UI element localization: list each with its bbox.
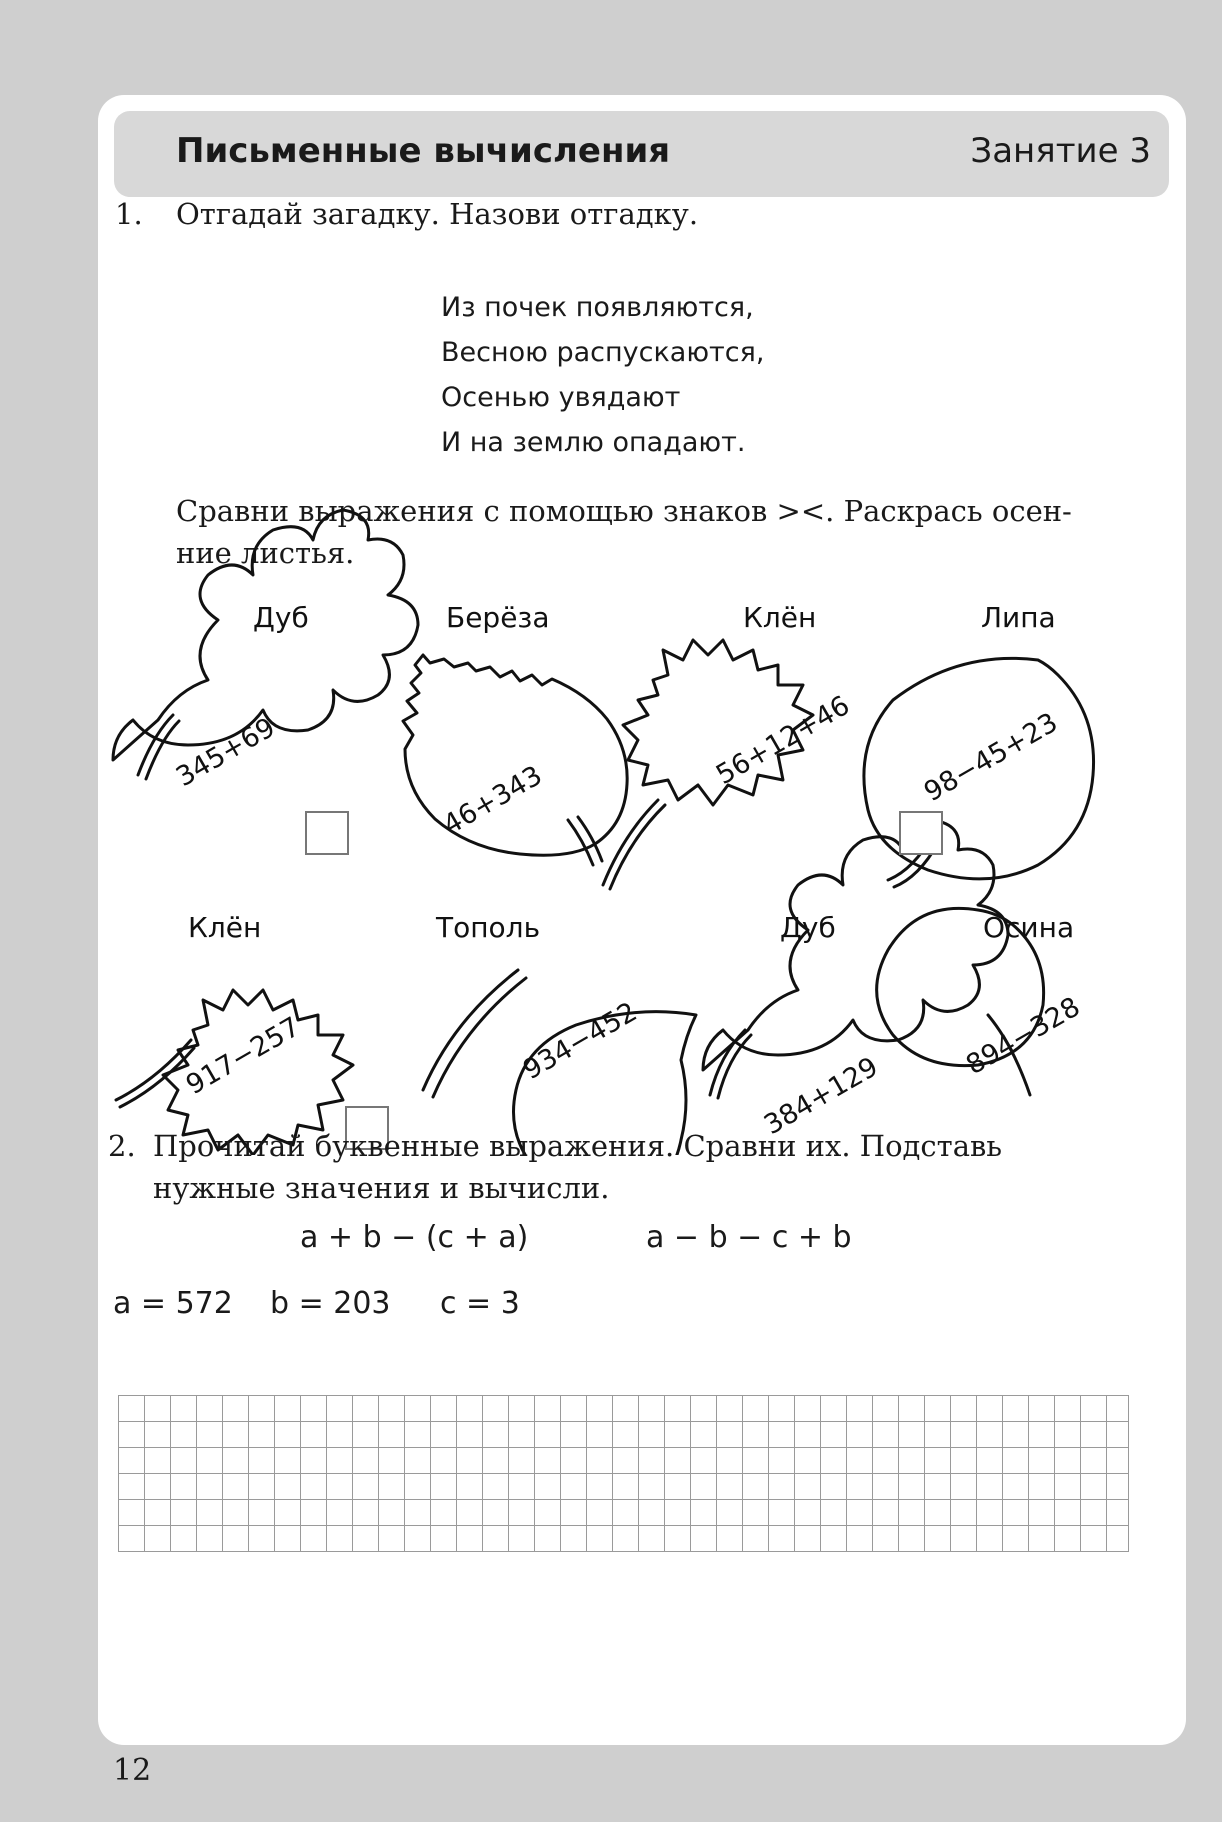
leaf-name-8: Осина: [983, 911, 1075, 944]
leaf-expression-4: 98−45+23: [919, 707, 1063, 809]
leaf-name-3: Клён: [743, 601, 817, 634]
leaf-name-6: Тополь: [436, 911, 541, 944]
leaf-name-4: Липа: [981, 601, 1056, 634]
task2-number: 2.: [108, 1129, 136, 1163]
value-a: a = 572: [113, 1286, 233, 1321]
leaf-expression-6: 934−452: [518, 996, 643, 1087]
expression-2: a − b − c + b: [646, 1220, 852, 1255]
lesson-label: Занятие 3: [970, 131, 1151, 171]
expression-1: a + b − (c + a): [300, 1220, 529, 1255]
poem-line: И на землю опадают.: [441, 427, 746, 458]
answer-box[interactable]: [900, 812, 942, 854]
leaf-name-1: Дуб: [253, 601, 309, 634]
leaf-name-5: Клён: [188, 911, 262, 944]
task2-instruction-line: Прочитай буквенные выражения. Сравни их. Подставь: [153, 1129, 1003, 1163]
task1-instruction: Отгадай загадку. Назови отгадку.: [176, 197, 699, 231]
leaf-expression-8: 894−328: [961, 991, 1086, 1082]
leaf-expression-3: 56+12+46: [711, 690, 855, 792]
oak-leaf-shape-2: [703, 820, 1008, 1070]
task2-instruction: [153, 1125, 1002, 1209]
leaf-expression-2: 46+343: [438, 759, 548, 842]
answer-box[interactable]: [306, 812, 348, 854]
compare-instruction-line: ние листья.: [176, 536, 355, 570]
page-title: Письменные вычисления: [176, 131, 671, 171]
value-c: c = 3: [440, 1286, 520, 1321]
poem-line: Осенью увядают: [441, 382, 681, 413]
leaves-illustration: [98, 95, 1186, 1155]
leaf-expression-5: 917−257: [181, 1011, 306, 1102]
poplar-stem: [423, 970, 526, 1097]
compare-instruction-line: Сравни выражения с помощью знаков ><. Раскрась осен-: [176, 494, 1072, 528]
leaf-expression-7: 384+129: [759, 1051, 884, 1142]
oak-stem-2: [710, 1030, 751, 1098]
poem-line: Из почек появляются,: [441, 292, 754, 323]
task2-instruction-line: нужные значения и вычисли.: [153, 1171, 610, 1205]
task1-number: 1.: [115, 197, 143, 231]
leaf-expression-1: 345+69: [171, 711, 281, 794]
value-b: b = 203: [270, 1286, 391, 1321]
answer-grid[interactable]: [118, 1395, 1129, 1552]
page-number: 12: [113, 1753, 152, 1788]
leaf-name-7: Дуб: [780, 911, 836, 944]
birch-leaf-shape: [403, 655, 627, 855]
maple-stem-1: [603, 800, 665, 889]
poem-line: Весною распускаются,: [441, 337, 765, 368]
worksheet-page: [98, 95, 1186, 1745]
leaf-name-2: Берёза: [446, 601, 550, 634]
